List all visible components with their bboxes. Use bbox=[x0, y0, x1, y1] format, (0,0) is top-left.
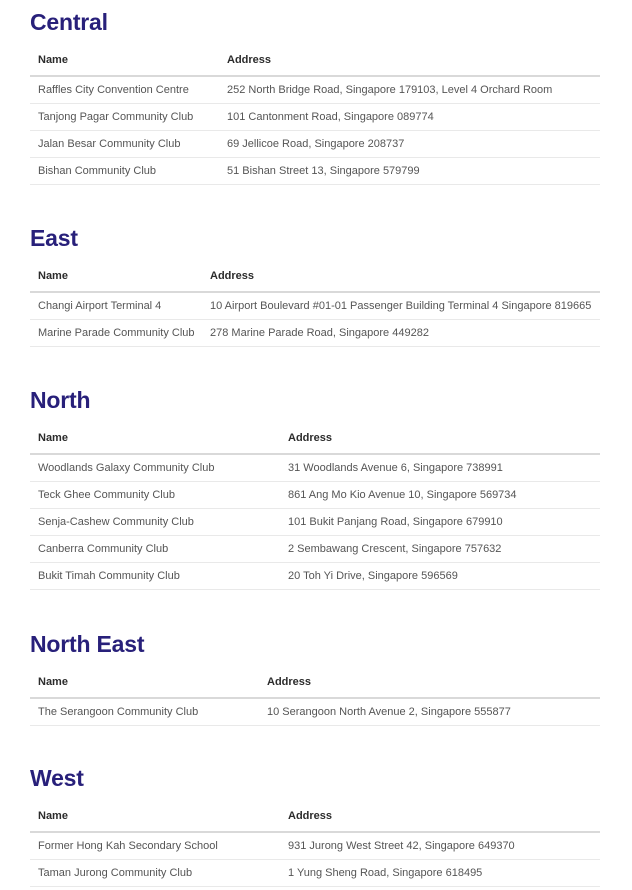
locations-table bbox=[30, 667, 600, 726]
locations-table bbox=[30, 423, 600, 590]
locations-table bbox=[30, 261, 600, 347]
location-address: 931 Jurong West Street 42, Singapore 649370 bbox=[280, 832, 600, 860]
table-header-row bbox=[30, 667, 600, 698]
table-row bbox=[30, 76, 600, 104]
locations-table bbox=[30, 45, 600, 185]
location-address: 278 Marine Parade Road, Singapore 449282 bbox=[202, 320, 600, 347]
section-north-east bbox=[30, 630, 600, 726]
section-heading: North bbox=[30, 387, 91, 413]
section-heading: West bbox=[30, 765, 84, 791]
column-header-name: Name bbox=[30, 667, 259, 698]
locations-table bbox=[30, 801, 600, 887]
location-name: Jalan Besar Community Club bbox=[30, 131, 219, 158]
table-header-row bbox=[30, 45, 600, 76]
column-header-address: Address bbox=[280, 801, 600, 832]
location-name: Raffles City Convention Centre bbox=[30, 76, 219, 104]
table-header-row bbox=[30, 261, 600, 292]
location-address: 252 North Bridge Road, Singapore 179103, Level 4 Orchard Room bbox=[219, 76, 600, 104]
table-row bbox=[30, 536, 600, 563]
column-header-name: Name bbox=[30, 801, 280, 832]
location-address: 101 Bukit Panjang Road, Singapore 679910 bbox=[280, 509, 600, 536]
location-name: Bukit Timah Community Club bbox=[30, 563, 280, 590]
location-address: 1 Yung Sheng Road, Singapore 618495 bbox=[280, 860, 600, 887]
table-row bbox=[30, 292, 600, 320]
column-header-address: Address bbox=[202, 261, 600, 292]
location-address: 101 Cantonment Road, Singapore 089774 bbox=[219, 104, 600, 131]
location-name: Tanjong Pagar Community Club bbox=[30, 104, 219, 131]
location-address: 20 Toh Yi Drive, Singapore 596569 bbox=[280, 563, 600, 590]
section-heading: East bbox=[30, 225, 78, 251]
location-name: Teck Ghee Community Club bbox=[30, 482, 280, 509]
location-name: Former Hong Kah Secondary School bbox=[30, 832, 280, 860]
location-address: 31 Woodlands Avenue 6, Singapore 738991 bbox=[280, 454, 600, 482]
location-name: Marine Parade Community Club bbox=[30, 320, 202, 347]
location-address: 69 Jellicoe Road, Singapore 208737 bbox=[219, 131, 600, 158]
section-west bbox=[30, 764, 600, 887]
table-row bbox=[30, 104, 600, 131]
location-address: 10 Airport Boulevard #01-01 Passenger Building Terminal 4 Singapore 819665 bbox=[202, 292, 600, 320]
table-row bbox=[30, 320, 600, 347]
table-row bbox=[30, 832, 600, 860]
column-header-address: Address bbox=[219, 45, 600, 76]
table-row bbox=[30, 482, 600, 509]
column-header-name: Name bbox=[30, 45, 219, 76]
table-row bbox=[30, 698, 600, 726]
table-row bbox=[30, 454, 600, 482]
table-header-row bbox=[30, 801, 600, 832]
table-row bbox=[30, 860, 600, 887]
column-header-name: Name bbox=[30, 261, 202, 292]
section-north bbox=[30, 386, 600, 590]
location-address: 51 Bishan Street 13, Singapore 579799 bbox=[219, 158, 600, 185]
location-name: Taman Jurong Community Club bbox=[30, 860, 280, 887]
location-name: Changi Airport Terminal 4 bbox=[30, 292, 202, 320]
location-name: Bishan Community Club bbox=[30, 158, 219, 185]
column-header-address: Address bbox=[259, 667, 600, 698]
location-name: Senja-Cashew Community Club bbox=[30, 509, 280, 536]
table-header-row bbox=[30, 423, 600, 454]
location-name: The Serangoon Community Club bbox=[30, 698, 259, 726]
section-east bbox=[30, 224, 600, 347]
section-central bbox=[30, 8, 600, 185]
column-header-address: Address bbox=[280, 423, 600, 454]
section-heading: Central bbox=[30, 9, 108, 35]
location-name: Canberra Community Club bbox=[30, 536, 280, 563]
location-address: 10 Serangoon North Avenue 2, Singapore 555877 bbox=[259, 698, 600, 726]
location-address: 2 Sembawang Crescent, Singapore 757632 bbox=[280, 536, 600, 563]
section-heading: North East bbox=[30, 631, 145, 657]
table-row bbox=[30, 509, 600, 536]
location-name: Woodlands Galaxy Community Club bbox=[30, 454, 280, 482]
table-row bbox=[30, 563, 600, 590]
table-row bbox=[30, 131, 600, 158]
column-header-name: Name bbox=[30, 423, 280, 454]
table-row bbox=[30, 158, 600, 185]
location-address: 861 Ang Mo Kio Avenue 10, Singapore 569734 bbox=[280, 482, 600, 509]
